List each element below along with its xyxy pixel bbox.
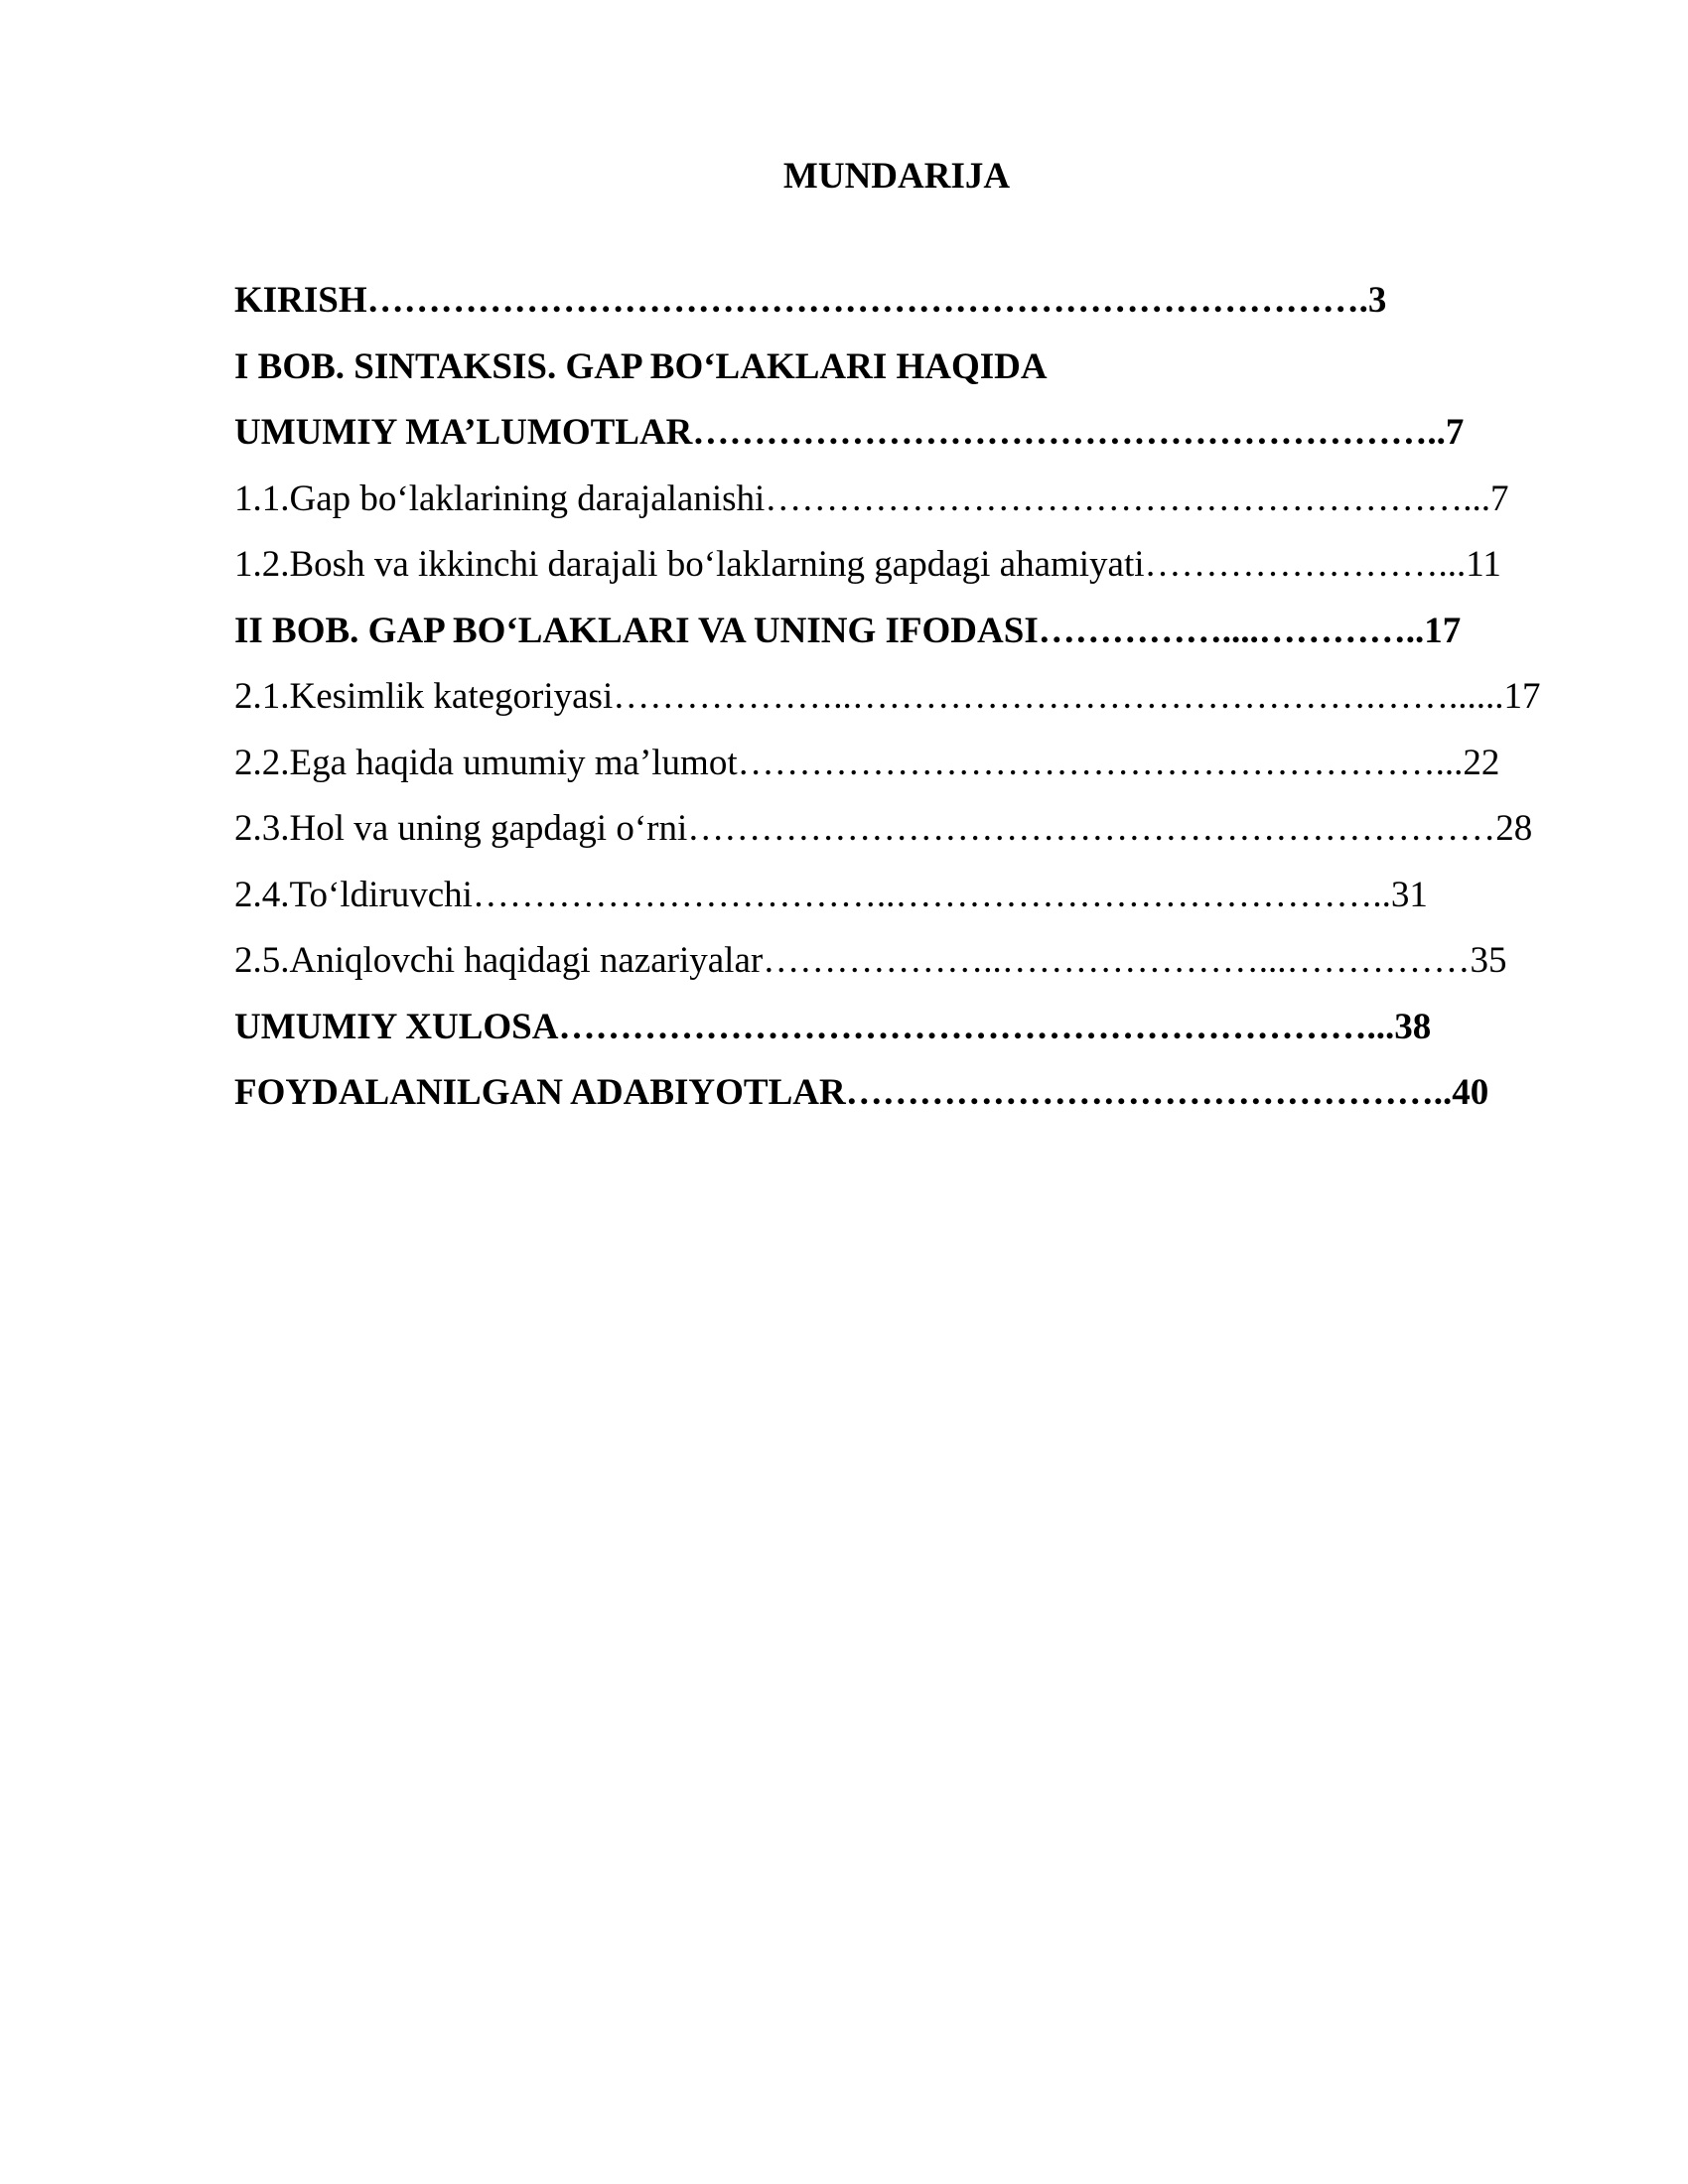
toc-entry-1-2 xyxy=(234,532,1555,599)
toc-entry-text: 2.3.Hol va uning gapdagi o‘rni…………………………………………………………28 xyxy=(234,808,1533,849)
toc-entry-text: FOYDALANILGAN ADABIYOTLAR…………………………………………..40 xyxy=(234,1072,1489,1113)
toc-entry-text: 2.5.Aniqlovchi haqidagi nazariyalar………………..…………………...……………35 xyxy=(234,940,1507,981)
toc-entry-2-4 xyxy=(234,863,1555,929)
toc-list xyxy=(234,268,1555,1127)
toc-entry-text: 2.4.To‘ldiruvchi……………………………..…………………………………..31 xyxy=(234,874,1428,915)
toc-entry-conclusion xyxy=(234,995,1555,1061)
toc-entry-references xyxy=(234,1060,1555,1127)
toc-entry-1-1 xyxy=(234,467,1555,533)
toc-entry-text: KIRISH……………………………………………………………………….3 xyxy=(234,280,1387,321)
toc-entry-text: II BOB. GAP BO‘LAKLARI VA UNING IFODASI……………....…………..17 xyxy=(234,610,1462,651)
toc-entry-chapter1-subtitle xyxy=(234,400,1555,467)
toc-title: MUNDARIJA xyxy=(782,156,1011,197)
toc-entry-chapter1-title xyxy=(234,335,1555,401)
toc-entry-2-3 xyxy=(234,796,1555,863)
toc-entry-text: 2.2.Ega haqida umumiy ma’lumot…………………………………………………...22 xyxy=(234,742,1500,783)
toc-entry-kirish xyxy=(234,268,1555,335)
toc-entry-2-1 xyxy=(234,664,1555,731)
toc-entry-text: I BOB. SINTAKSIS. GAP BO‘LAKLARI HAQIDA xyxy=(234,345,1048,387)
toc-entry-text: UMUMIY MA’LUMOTLAR……………………………………………………..7 xyxy=(234,412,1465,453)
toc-entry-chapter2 xyxy=(234,599,1555,665)
toc-entry-text: UMUMIY XULOSA…………………………………………………………...38 xyxy=(234,1006,1432,1047)
toc-entry-text: 1.2.Bosh va ikkinchi darajali bo‘laklarning gapdagi ahamiyati……………………...11 xyxy=(234,544,1501,585)
toc-entry-text: 2.1.Kesimlik kategoriyasi………………..…………………………………….……......17 xyxy=(234,676,1541,717)
toc-entry-2-2 xyxy=(234,731,1555,797)
toc-entry-2-5 xyxy=(234,928,1555,995)
toc-entry-text: 1.1.Gap bo‘laklarining darajalanishi…………………………………………………...7 xyxy=(234,478,1509,519)
